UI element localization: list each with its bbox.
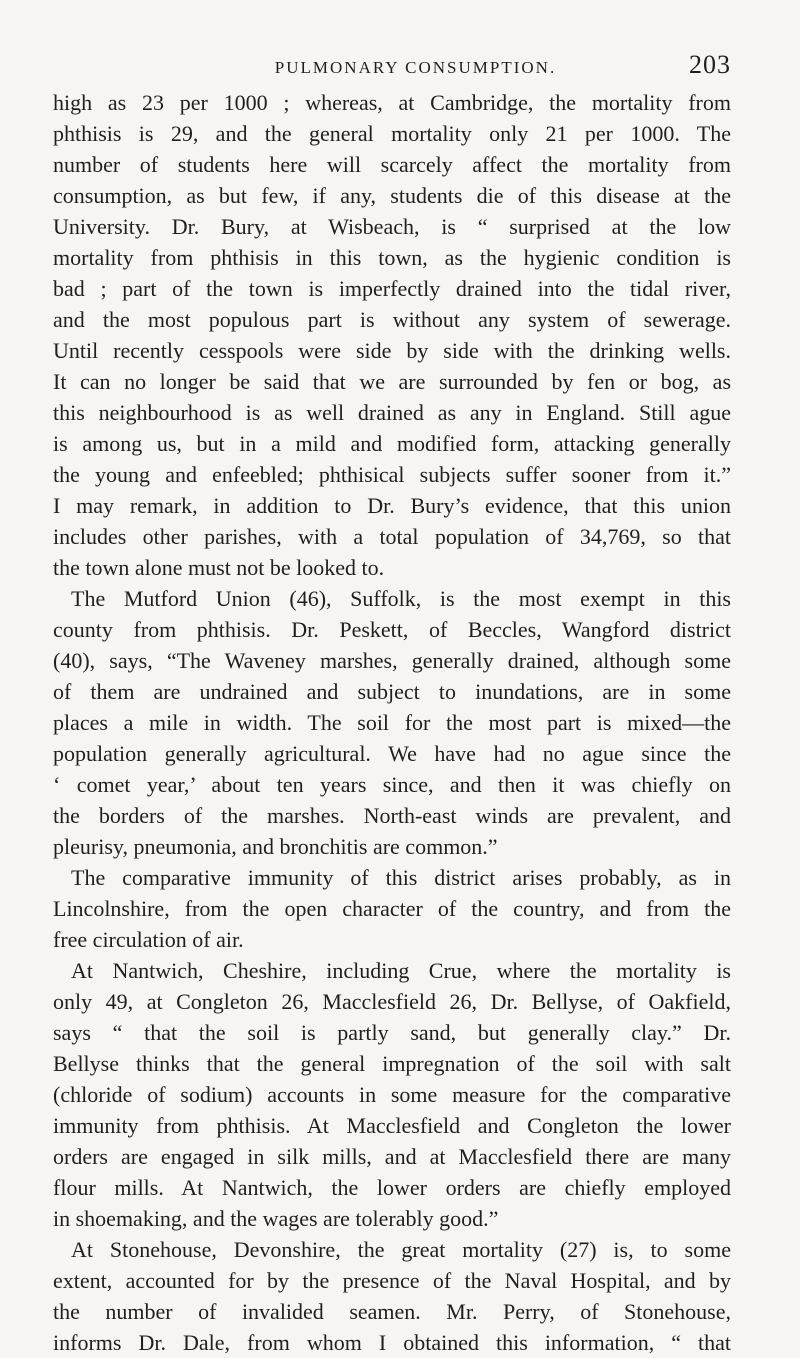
text-line: in shoemaking, and the wages are tolerably good.” (53, 1206, 499, 1231)
text-line: The Mutford Union (46), Suffolk, is the most exempt in this (71, 586, 731, 611)
running-title: PULMONARY CONSUMPTION. (274, 58, 557, 77)
text-line: I may remark, in addition to Dr. Bury’s evidence, that this union (53, 493, 731, 518)
text-line: It can no longer be said that we are surrounded by fen or bog, as (53, 369, 731, 394)
text-line: number of students here will scarcely affect the mortality from (53, 152, 731, 177)
text-line: places a mile in width. The soil for the most part is mixed—the (53, 710, 731, 735)
text-line: Bellyse thinks that the general impregnation of the soil with salt (53, 1051, 731, 1076)
text-line: pleurisy, pneumonia, and bronchitis are common.” (53, 834, 498, 859)
text-line: University. Dr. Bury, at Wisbeach, is “ surprised at the low (53, 214, 731, 239)
text-line: flour mills. At Nantwich, the lower orders are chiefly employed (53, 1175, 731, 1200)
text-line: (chloride of sodium) accounts in some measure for the comparative (53, 1082, 731, 1107)
text-line: is among us, but in a mild and modified form, attacking generally (53, 431, 731, 456)
text-line: the number of invalided seamen. Mr. Perry, of Stonehouse, (53, 1299, 731, 1324)
text-line: the young and enfeebled; phthisical subjects suffer sooner from it.” (53, 462, 731, 487)
text-line: includes other parishes, with a total population of 34,769, so that (53, 524, 731, 549)
text-line: immunity from phthisis. At Macclesfield and Congleton the lower (53, 1113, 731, 1138)
text-line: At Nantwich, Cheshire, including Crue, where the mortality is (71, 958, 731, 983)
text-line: county from phthisis. Dr. Peskett, of Beccles, Wangford district (53, 617, 731, 642)
text-line: At Stonehouse, Devonshire, the great mortality (27) is, to some (71, 1237, 731, 1262)
text-line: (40), says, “The Waveney marshes, generally drained, although some (53, 648, 731, 673)
page-number: 203 (689, 50, 731, 79)
text-line: bad ; part of the town is imperfectly drained into the tidal river, (53, 276, 731, 301)
text-line: orders are engaged in silk mills, and at Macclesfield there are many (53, 1144, 731, 1169)
text-line: and the most populous part is without any system of sewerage. (53, 307, 731, 332)
text-line: the town alone must not be looked to. (53, 555, 385, 580)
running-head (100, 50, 731, 82)
text-line: consumption, as but few, if any, students die of this disease at the (53, 183, 731, 208)
text-line: phthisis is 29, and the general mortality only 21 per 1000. The (53, 121, 731, 146)
text-line: The comparative immunity of this district arises probably, as in (71, 865, 731, 890)
text-line: high as 23 per 1000 ; whereas, at Cambridge, the mortality from (53, 90, 731, 115)
text-line: ‘ comet year,’ about ten years since, and then it was chiefly on (53, 772, 731, 797)
text-line: population generally agricultural. We have had no ague since the (53, 741, 731, 766)
text-line: extent, accounted for by the presence of the Naval Hospital, and by (53, 1268, 731, 1293)
text-line: the borders of the marshes. North-east winds are prevalent, and (53, 803, 731, 828)
text-line: free circulation of air. (53, 927, 244, 952)
text-line: informs Dr. Dale, from whom I obtained this information, “ that (53, 1330, 731, 1355)
text-line: only 49, at Congleton 26, Macclesfield 26, Dr. Bellyse, of Oakfield, (53, 989, 731, 1014)
text-line: Until recently cesspools were side by side with the drinking wells. (53, 338, 731, 363)
body-text (53, 87, 731, 1358)
text-line: says “ that the soil is partly sand, but generally clay.” Dr. (53, 1020, 731, 1045)
text-line: of them are undrained and subject to inundations, are in some (53, 679, 731, 704)
text-line: mortality from phthisis in this town, as the hygienic condition is (53, 245, 731, 270)
text-line: Lincolnshire, from the open character of the country, and from the (53, 896, 731, 921)
text-line: this neighbourhood is as well drained as any in England. Still ague (53, 400, 731, 425)
